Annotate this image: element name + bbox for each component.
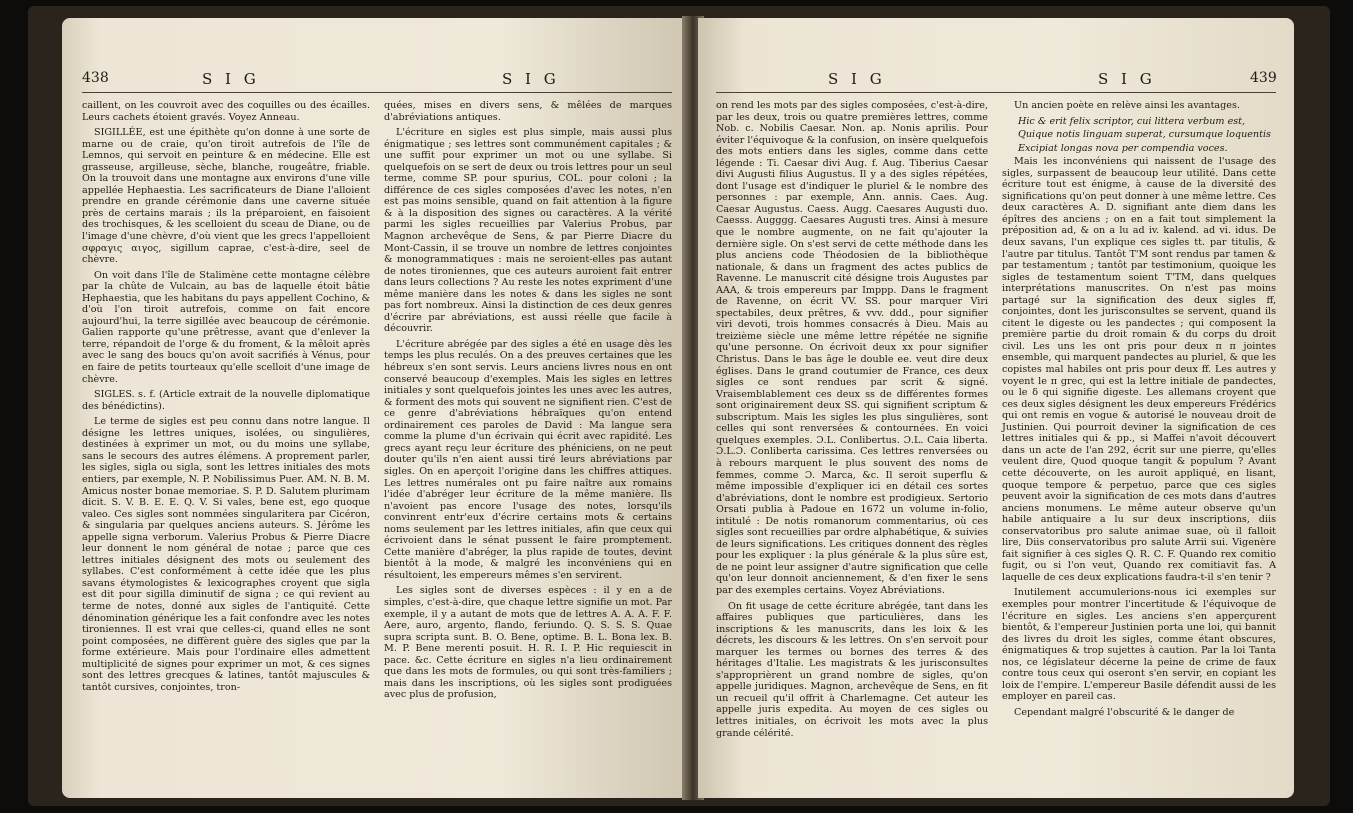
paragraph: quées, mises en divers sens, & mêlées de marques d'abréviations antiques. (384, 100, 672, 123)
paragraph: L'écriture abrégée par des sigles a été en usage dès les temps les plus reculés. On a des preuves certaines que les hébreux s'en sont servis. Leurs anciens livres nous en ont conservé beaucoup d'exemples. Mais les sigles en lettres initiales y sont quelquefois jointes les unes avec les autres, & forment des mots qui souvent ne signifient rien. C'est de ce genre d'abréviations hébraïques qu'on entend ordinairement ces paroles de David : Ma langue sera comme la plume d'un écrivain qui écrit avec rapidité. Les grecs ayant reçu leur écriture des phéniciens, on ne peut douter qu'ils n'en aient aussi tiré leurs abréviations par sigles. On en aperçoit l'origine dans les chiffres attiques. Les lettres numérales ont pu faire naître aux romains l'idée d'abréger leur écriture de la même manière. Ils n'avoient pas encore l'usage des notes, lorsqu'ils convinrent entr'eux d'écrire certains mots & certains noms seulement par les lettres initiales, afin que ceux qui écrivoient dans le sénat pussent le faire promptement. Cette manière d'abréger, la plus rapide de toutes, devint bientôt à la mode, & malgré les inconvéniens qui en résultoient, les empereurs mêmes s'en servirent. (384, 338, 672, 581)
paragraph: On fit usage de cette écriture abrégée, tant dans les affaires publiques que particulières, dans les inscriptions & les manuscrits, dans les loix & les décrets, les discours & les lettres. On s'en servoit pour marquer les termes ou bornes des terres & des héritages d'Italie. Les magistrats & les jurisconsultes s'approprièrent un grand nombre de sigles, qu'on appelle juridiques. Magnon, archevêque de Sens, en fit un recueil qu'il offrit à Charlemagne. Cet auteur les appelle juris expedita. Au moyen de ces sigles ou lettres initiales, on écrivoit les mots avec la plus grande célérité. (716, 600, 988, 739)
right-column-1 (716, 100, 988, 743)
right-page (698, 18, 1294, 798)
paragraph: Le terme de sigles est peu connu dans notre langue. Il désigne les lettres uniques, isolées, ou singulières, destinées à exprimer un mot, ou du moins une syllabe, sans le secours des autres élémens. A proprement parler, les sigles, sigla ou sigla, sont les lettres initiales des mots entiers, par exemple, N. P. Nobilissimus Puer. AM. N. B. M. Amicus noster bonae memoriae. S. P. D. Salutem plurimam dicit. S. V. B. E. E. Q. V. Si vales, bene est, ego quoque valeo. Ces sigles sont nommées singularitera par Cicéron, & singularia par quelques anciens auteurs. S. Jérôme les appelle signa verborum. Valerius Probus & Pierre Diacre leur donnent le nom général de notae ; parce que ces lettres initiales désignent des mots ou seulement des syllabes. C'est conformément à cette idée que les plus savans étymologistes & lexicographes croyent que sigla est dit pour sigilla diminutif de signa ; ce qui revient au terme de notes, donné aux sigles de l'antiquité. Cette dénomination générique les a fait confondre avec les notes tironiennes. Il est vrai que celles-ci, quand elles ne sont point composées, ne diffèrent guère des sigles que par la forme extérieure. Mais pour l'ordinaire elles admettent multiplicité de signes pour exprimer un mot, & ces signes sont des lettres grecques & latines, tantôt majuscules & tantôt cursives, conjointes, tron- (82, 416, 370, 693)
book-spread (28, 6, 1330, 806)
paragraph: caillent, on les couvroit avec des coquilles ou des écailles. Leurs cachets étoient gravés. Voyez Anneau. (82, 100, 370, 123)
left-header-rule (82, 92, 672, 93)
paragraph: SIGILLÉE, est une épithète qu'on donne à une sorte de marne ou de craie, qu'on tiroit autrefois de l'île de Lemnos, qui servoit en peinture & en médecine. Elle est grasseuse, argilleuse, sèche, blanche, rougeâtre, friable. On la trouvoit dans une montagne aux environs d'une ville appellée Hephaestia. Les sacrificateurs de Diane l'alloient prendre en grande cérémonie dans une caverne située près de certains marais ; ils la préparoient, en faisoient des trochisques, & les scelloient du sceau de Diane, ou de l'image d'une chèvre, d'où vient que les grecs l'appelloient σφραγις αιγος, sigillum caprae, c'est-à-dire, seel de chèvre. (82, 127, 370, 266)
right-running-head-2: S I G (1098, 70, 1156, 88)
paragraph: Les sigles sont de diverses espèces : il y en a de simples, c'est-à-dire, que chaque lettre signifie un mot. Par exemple, il y a autant de mots que de lettres A. A. A. F. F. Aere, auro, argento, flando, feriundo. Q. S. S. S. Quae supra scripta sunt. B. O. Bene, optime. B. L. Bona lex. B. M. P. Bene merenti posuit. H. R. I. P. Hic requiescit in pace. &c. Cette écriture en sigles n'a lieu ordinairement que dans les mots de formules, ou qui sont très-familiers ; mais dans les inscriptions, où les sigles sont prodiguées avec plus de profusion, (384, 585, 672, 701)
paragraph: Hic & erit felix scriptor, cui littera verbum est, (1018, 115, 1246, 127)
right-running-head-1: S I G (828, 70, 886, 88)
paragraph: L'écriture en sigles est plus simple, mais aussi plus énigmatique ; ses lettres sont communément capitales ; & une suffit pour exprimer un mot ou une syllabe. Si quelquefois on se sert de deux ou trois lettres pour un seul terme, comme SP. pour spurius, COL. pour coloni ; la différence de ces sigles composées d'avec les notes, n'en est pas moins sensible, quand on fait attention à la figure & à la disposition des signes ou caractères. A la vérité parmi les sigles recueillies par Valerius Probus, par Magnon archevêque de Sens, & par Pierre Diacre du Mont-Cassin, il se trouve un nombre de lettres conjointes & monogrammatiques : mais ne seroient-elles pas autant de notes tironiennes, que ces auteurs auroient fait entrer dans leurs collections ? Au reste les notes expriment d'une même manière dans les notes & dans les sigles ne sont pas fort nombreux. Ainsi la distinction de ces deux genres d'écrire par abréviations, est aussi réelle que facile à découvrir. (384, 127, 672, 335)
paragraph: Un ancien poète en relève ainsi les avantages. (1014, 100, 1240, 111)
left-column-1 (82, 100, 370, 697)
paragraph: Quique notis linguam superat, cursumque loquentis (1018, 129, 1271, 141)
paragraph: SIGLES. s. f. (Article extrait de la nouvelle diplomatique des bénédictins). (82, 389, 370, 412)
paragraph: Cependant malgré l'obscurité & le danger de (1014, 706, 1235, 718)
left-page (62, 18, 688, 798)
left-running-head-1: S I G (202, 70, 260, 88)
right-column-2 (1002, 100, 1276, 722)
left-page-number: 438 (82, 70, 109, 86)
paragraph: Excipiat longas nova per compendia voces. (1018, 142, 1228, 154)
right-page-number: 439 (1250, 70, 1277, 86)
paragraph: Inutilement accumulerions-nous ici exemples sur exemples pour montrer l'incertitude & l'équivoque de l'écriture en sigles. Les anciens s'en apperçurent bientôt, & l'empereur Justinien porta une loi, qui bannit des livres du droit les sigles, comme étant obscures, énigmatiques & trop sujettes à caution. Par la loi Tanta nos, ce législateur décerne la peine de crime de faux contre tous ceux qui oseront s'en servir, en copiant les loix de l'empire. L'empereur Basile défendit aussi de les employer en pareil cas. (1002, 587, 1276, 703)
paragraph: On voit dans l'île de Stalimène cette montagne célèbre par la chûte de Vulcain, au bas de laquelle étoit bâtie Hephaestia, que les habitans du pays appellent Cochino, & d'où l'on tiroit autrefois, comme on fait encore aujourd'hui, la terre sigillée avec beaucoup de cérémonie. Galien rapporte qu'une prêtresse, avant que d'enlever la terre, répandoit de l'orge & du froment, & la mêloit après avec le sang des boucs qu'on avoit sacrifiés à Vénus, pour en faire de petits tourteaux qu'elle scelloit d'une image de chèvre. (82, 269, 370, 385)
left-column-2 (384, 100, 672, 705)
paragraph: on rend les mots par des sigles composées, c'est-à-dire, par les deux, trois ou quatre premières lettres, comme Nob. c. Nobilis Caesar. Non. ap. Nonis aprilis. Pour éviter l'équivoque & la confusion, on insère quelquefois des mots entiers dans les sigles, comme dans cette légende : Ti. Caesar divi Aug. f. Aug. Tiberius Caesar divi Augusti filius Augustus. Il y a des sigles répétées, dont l'usage est d'indiquer le pluriel & le nombre des personnes : par exemple, Ann. annis. Caes. Aug. Caesar Augustus. Caess. Augg. Caesares Augusti duo. Caesss. Augggg. Caesares Augusti tres. Ainsi à mesure que le nombre augmente, on ne fait qu'ajouter la dernière sigle. On s'est servi de cette méthode dans les plus anciens code Théodosien de la bibliothèque nationale, & dans un fragment des actes publics de Ravenne. Le manuscrit cité désigne trois Augustes par AAA, & trois empereurs par Imppp. Dans le fragment de Ravenne, on écrit VV. SS. pour marquer Viri spectabiles, deux prêtres, & vvv. ddd., pour signifier viri devoti, trois hommes consacrés à Dieu. Mais au treizième siècle une même lettre répétée ne signifie qu'une personne. On écrivoit deux xx pour signifier Christus. Dans le bas âge le double ee. veut dire deux églises. Dans le grand coutumier de France, ces deux sigles ce sont rendues par scrit & signé. Vraisemblablement ces deux ss de différentes formes sont originairement deux SS. qui signifient scriptum & subscriptum. Mais les sigles les plus singulières, sont celles qui sont renversées & contournées. En voici quelques exemples. Ɔ.L. Conlibertus. Ɔ.L. Caia liberta. Ɔ.L.Ɔ. Conliberta carissima. Ces lettres renversées ou à rebours marquent le plus souvent des noms de femmes, comme Ɔ. Marca, &c. Il seroit superflu & même impossible d'expliquer ici en détail ces sortes d'abréviations, dont le nombre est prodigieux. Sertorio Orsati publia à Padoue en 1672 un volume in-folio, intitulé : De notis romanorum commentarius, où ces sigles sont recueillies par ordre alphabétique, & suivies de leurs significations. Les critiques donnent des règles pour les expliquer : la plus générale & la plus sûre est, de ne point leur assigner d'autre signification que celle qu'on leur donnoit anciennement, & d'en fixer le sens par des exemples certains. Voyez Abréviations. (716, 100, 988, 596)
paragraph: Mais les inconvéniens qui naissent de l'usage des sigles, surpassent de beaucoup leur utilité. Dans cette écriture tout est énigme, à cause de la diversité des significations qu'on peut donner à une même lettre. Ces deux caractères A. D. signifiant ante diem dans les épîtres des anciens ; on en a fait tout simplement la préposition ad, & on a lu ad iv. kalend. ad vi. idus. De deux savans, l'un explique ces sigles tt. par titulis, & l'autre par titulus. Tantôt T'M sont rendus par tamen & par testamentum ; tantôt par testimonium, quoique les sigles de testamentum soient T'TM, dans quelques interprétations manuscrites. On n'est pas moins partagé sur la signification des deux sigles ff, conjointes, dont les jurisconsultes se servent, quand ils citent le digeste ou les pandectes ; qui composent la première partie du droit romain & du corps du droit civil. Les uns les ont pris pour deux π π jointes ensemble, qui marquent pandectes au pluriel, & que les copistes mal habiles ont pris pour deux ff. Les autres y voyent le π grec, qui est la lettre initiale de pandectes, ou le δ qui signifie digeste. Les allemans croyent que ces deux sigles désignent les deux empereurs Frédérics qui ont remis en vogue & autorisé le nouveau droit de Justinien. Qui pourroit deviner la signification de ces lettres initiales qui & pp., si Maffei n'avoit découvert dans un acte de l'an 292, écrit sur une pierre, qu'elles veulent dire, Quod quoque tangit & populum ? Avant cette découverte, on les auroit appliqué, en lisant, quoque tempore & perpetuo, parce que ces sigles peuvent avoir la signification de ces mots dans d'autres anciens monumens. Le même auteur observe qu'un habile antiquaire a lu sur deux inscriptions, diis conservatoribus pro salute animae suae, où il falloit lire, Diis conservatoribus pro salute Arrii sui. Vigenère fait signifier à ces sigles Q. R. C. F. Quando rex comitio fugit, ou si l'on veut, Quando rex comitiavit fas. A laquelle de ces deux explications faudra-t-il s'en tenir ? (1002, 156, 1276, 583)
right-header-rule (716, 92, 1276, 93)
left-running-head-2: S I G (502, 70, 560, 88)
